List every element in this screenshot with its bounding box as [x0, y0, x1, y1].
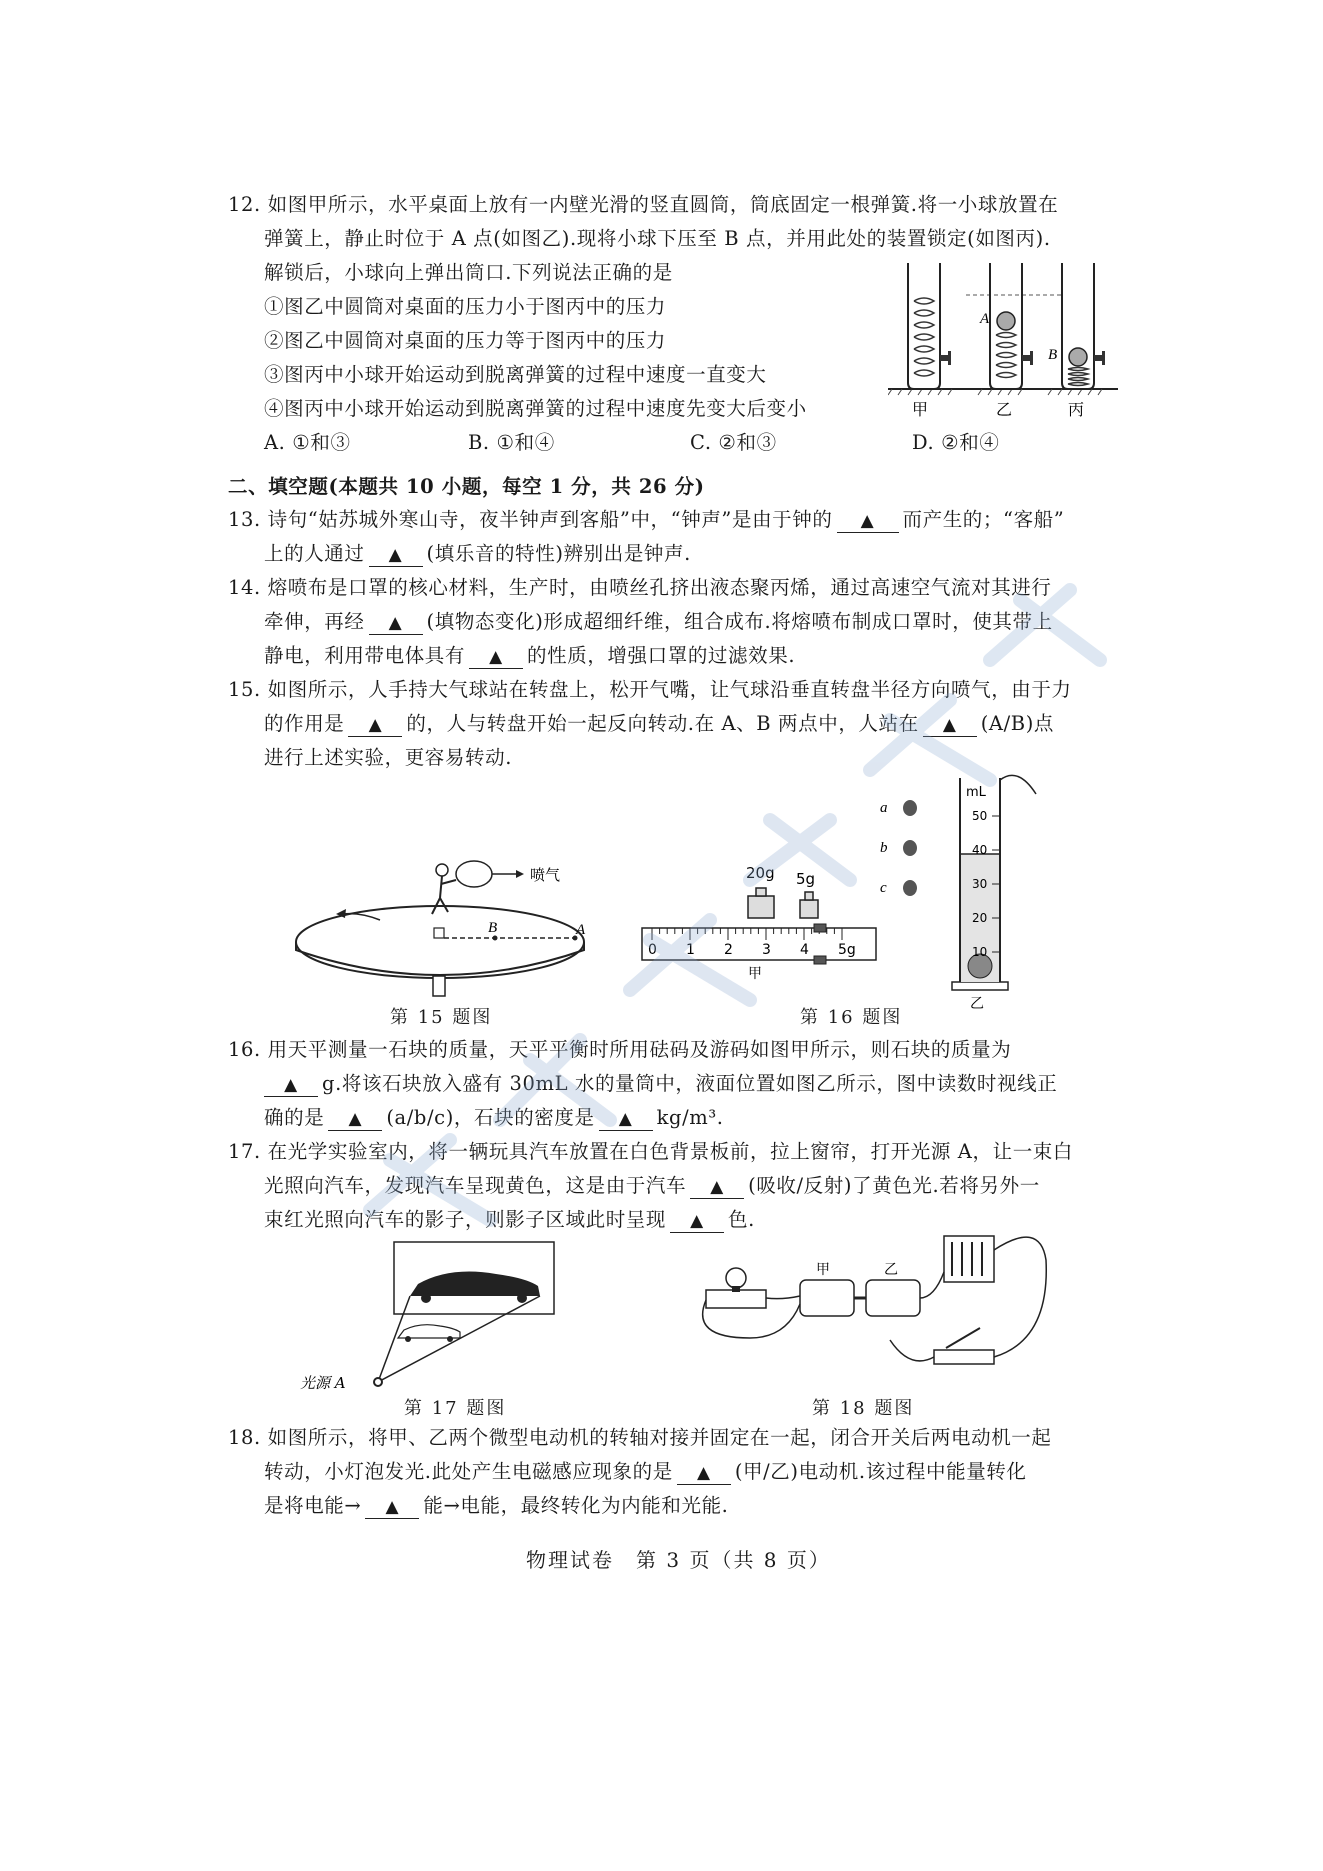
q15-line-1: 15. 如图所示，人手持大气球站在转盘上，松开气嘴，让气球沿垂直转盘半径方向喷气，由于力: [228, 678, 1072, 701]
q18-blank-1: ▲: [677, 1462, 731, 1485]
q17-line-3: [264, 1206, 755, 1234]
q16-cyl-tick-30: 30: [972, 877, 988, 891]
q12-statement-4: ④图丙中小球开始运动到脱离弹簧的过程中速度先变大后变小: [264, 397, 807, 420]
q17-fig-caption: 第 17 题图: [404, 1398, 507, 1419]
q12-option-d: D. ②和④: [912, 431, 1000, 454]
q16-eye-c: c: [880, 880, 887, 896]
q12-statement-1: ①图乙中圆筒对桌面的压力小于图丙中的压力: [264, 295, 667, 318]
q12-line-3: 解锁后，小球向上弹出筒口.下列说法正确的是: [264, 261, 673, 284]
q16-cyl-tick-20: 20: [972, 911, 988, 925]
q13-text-2b: (填乐音的特性)辨别出是钟声.: [426, 542, 691, 565]
q18-fig-caption: 第 18 题图: [812, 1398, 915, 1419]
q12-fig-point-b: B: [1048, 347, 1058, 363]
q18-line-2: [264, 1458, 1027, 1486]
q18-fig-motor-yi: 乙: [884, 1262, 898, 1278]
q16-line-3: [264, 1104, 724, 1132]
q14-line-2: [264, 608, 1053, 636]
q16-cylinder-figure: [868, 770, 1048, 1010]
q15-fig-point-a: A: [576, 922, 586, 938]
q15-fig-point-b: B: [488, 920, 498, 936]
q13-text-1b: 而产生的；“客船”: [902, 508, 1065, 531]
q16-text-3a: 确的是: [264, 1106, 325, 1129]
q18-text-2a: 转动，小灯泡发光.此处产生电磁感应现象的是: [264, 1460, 673, 1483]
page-footer: 物理试卷 第 3 页（共 8 页）: [526, 1548, 831, 1572]
q12-statement-3: ③图丙中小球开始运动到脱离弹簧的过程中速度一直变大: [264, 363, 767, 386]
q16-weight-20g: 20g: [746, 864, 775, 882]
section-title: 二、填空题(本题共 10 小题，每空 1 分，共 26 分): [228, 475, 705, 498]
q15-line-2: [264, 710, 1054, 738]
q15-text-2a: 的作用是: [264, 712, 345, 735]
q16-scale-tick-3: 3: [762, 942, 771, 958]
q14-text-3b: 的性质，增强口罩的过滤效果.: [527, 644, 796, 667]
q18-fig-motor-jia: 甲: [816, 1262, 830, 1278]
q13-blank-1: ▲: [837, 510, 899, 533]
q17-blank-2: ▲: [670, 1210, 724, 1233]
q16-blank-2: ▲: [328, 1108, 382, 1131]
q16-scale-tick-2: 2: [724, 942, 733, 958]
q16-fig-label-jia: 甲: [748, 966, 762, 980]
q17-line-1: 17. 在光学实验室内，将一辆玩具汽车放置在白色背景板前，拉上窗帘，打开光源 A，让一束白: [228, 1140, 1073, 1163]
q15-text-2b: 的，人与转盘开始一起反向转动.在 A、B 两点中，人站在: [406, 712, 919, 735]
q15-fig-spray-label: 喷气: [530, 866, 561, 884]
q16-line-1: 16. 用天平测量一石块的质量，天平平衡时所用砝码及游码如图甲所示，则石块的质量为: [228, 1038, 1012, 1061]
q18-line-3: [264, 1492, 728, 1520]
q14-text-2a: 牵伸，再经: [264, 610, 365, 633]
q17-fig-source-label: 光源 A: [300, 1374, 346, 1392]
q13-line-2: [264, 540, 691, 568]
q18-motor-circuit-figure: [690, 1220, 1050, 1390]
q16-eye-a: a: [880, 800, 888, 816]
q17-blank-1: ▲: [690, 1176, 744, 1199]
q14-text-3a: 静电，利用带电体具有: [264, 644, 466, 667]
q17-text-2b: (吸收/反射)了黄色光.若将另外一: [748, 1174, 1040, 1197]
q16-text-3c: kg/m³.: [656, 1106, 724, 1129]
q16-fig-label-yi: 乙: [970, 996, 984, 1010]
q17-text-3b: 色.: [728, 1208, 755, 1231]
q16-weight-5g: 5g: [796, 870, 816, 888]
q12-option-c: C. ②和③: [690, 431, 777, 454]
q18-line-1: 18. 如图所示，将甲、乙两个微型电动机的转轴对接并固定在一起，闭合开关后两电动机一起: [228, 1426, 1052, 1449]
q12-statement-2: ②图乙中圆筒对桌面的压力等于图丙中的压力: [264, 329, 667, 352]
q17-text-3a: 束红光照向汽车的影子，则影子区域此时呈现: [264, 1208, 667, 1231]
q12-fig-label-jia: 甲: [912, 400, 929, 419]
q12-fig-label-bing: 丙: [1068, 400, 1085, 419]
q13-text-1a: 13. 诗句“姑苏城外寒山寺，夜半钟声到客船”中，“钟声”是由于钟的: [228, 508, 833, 531]
q15-line-3: 进行上述实验，更容易转动.: [264, 746, 512, 769]
q16-cyl-tick-50: 50: [972, 809, 988, 823]
q13-line-1: [228, 506, 1064, 534]
q12-option-b: B. ①和④: [468, 431, 555, 454]
q12-fig-point-a: A: [980, 311, 990, 327]
q18-text-2b: (甲/乙)电动机.该过程中能量转化: [734, 1460, 1027, 1483]
q16-line-2: [264, 1070, 1057, 1098]
q16-balance-figure: [636, 860, 882, 980]
q16-cyl-unit: mL: [966, 785, 986, 800]
q17-line-2: [264, 1172, 1040, 1200]
q18-text-3a: 是将电能→: [264, 1494, 362, 1517]
q16-scale-tick-5: 5g: [838, 942, 856, 958]
q17-car-figure: [300, 1240, 570, 1400]
q16-blank-3: ▲: [599, 1108, 653, 1131]
q15-text-2c: (A/B)点: [980, 712, 1055, 735]
q16-cyl-tick-40: 40: [972, 843, 988, 857]
q15-fig-caption: 第 15 题图: [390, 1007, 493, 1028]
q12-cylinders-figure: [888, 255, 1118, 435]
q16-fig-caption: 第 16 题图: [800, 1007, 903, 1028]
q12-line-1: 12. 如图甲所示，水平桌面上放有一内壁光滑的竖直圆筒，筒底固定一根弹簧.将一小球放置在: [228, 193, 1059, 216]
q14-line-1: 14. 熔喷布是口罩的核心材料，生产时，由喷丝孔挤出液态聚丙烯，通过高速空气流对其进行: [228, 576, 1052, 599]
q16-text-3b: (a/b/c)，石块的密度是: [386, 1106, 595, 1129]
q18-blank-2: ▲: [365, 1496, 419, 1519]
q15-turntable-figure: [290, 850, 590, 1005]
q16-eye-b: b: [880, 840, 888, 856]
q16-text-2b: g.将该石块放入盛有 30mL 水的量筒中，液面位置如图乙所示，图中读数时视线正: [322, 1072, 1058, 1095]
q15-blank-2: ▲: [923, 714, 977, 737]
q14-line-3: [264, 642, 795, 670]
q14-text-2b: (填物态变化)形成超细纤维，组合成布.将熔喷布制成口罩时，使其带上: [426, 610, 1053, 633]
q12-option-a: A. ①和③: [264, 431, 351, 454]
q16-cyl-tick-10: 10: [972, 945, 988, 959]
q16-scale-tick-4: 4: [800, 942, 809, 958]
q14-blank-2: ▲: [469, 646, 523, 669]
q18-text-3b: 能→电能，最终转化为内能和光能.: [423, 1494, 729, 1517]
q13-blank-2: ▲: [369, 544, 423, 567]
q12-line-2: 弹簧上，静止时位于 A 点(如图乙).现将小球下压至 B 点，并用此处的装置锁定(如图丙).: [264, 227, 1051, 250]
q16-scale-tick-1: 1: [686, 942, 695, 958]
q12-fig-label-yi: 乙: [996, 400, 1013, 419]
q17-text-2a: 光照向汽车，发现汽车呈现黄色，这是由于汽车: [264, 1174, 687, 1197]
q16-scale-tick-0: 0: [648, 942, 657, 958]
q13-text-2a: 上的人通过: [264, 542, 365, 565]
q16-blank-1: ▲: [264, 1074, 318, 1097]
q15-blank-1: ▲: [348, 714, 402, 737]
q14-blank-1: ▲: [369, 612, 423, 635]
